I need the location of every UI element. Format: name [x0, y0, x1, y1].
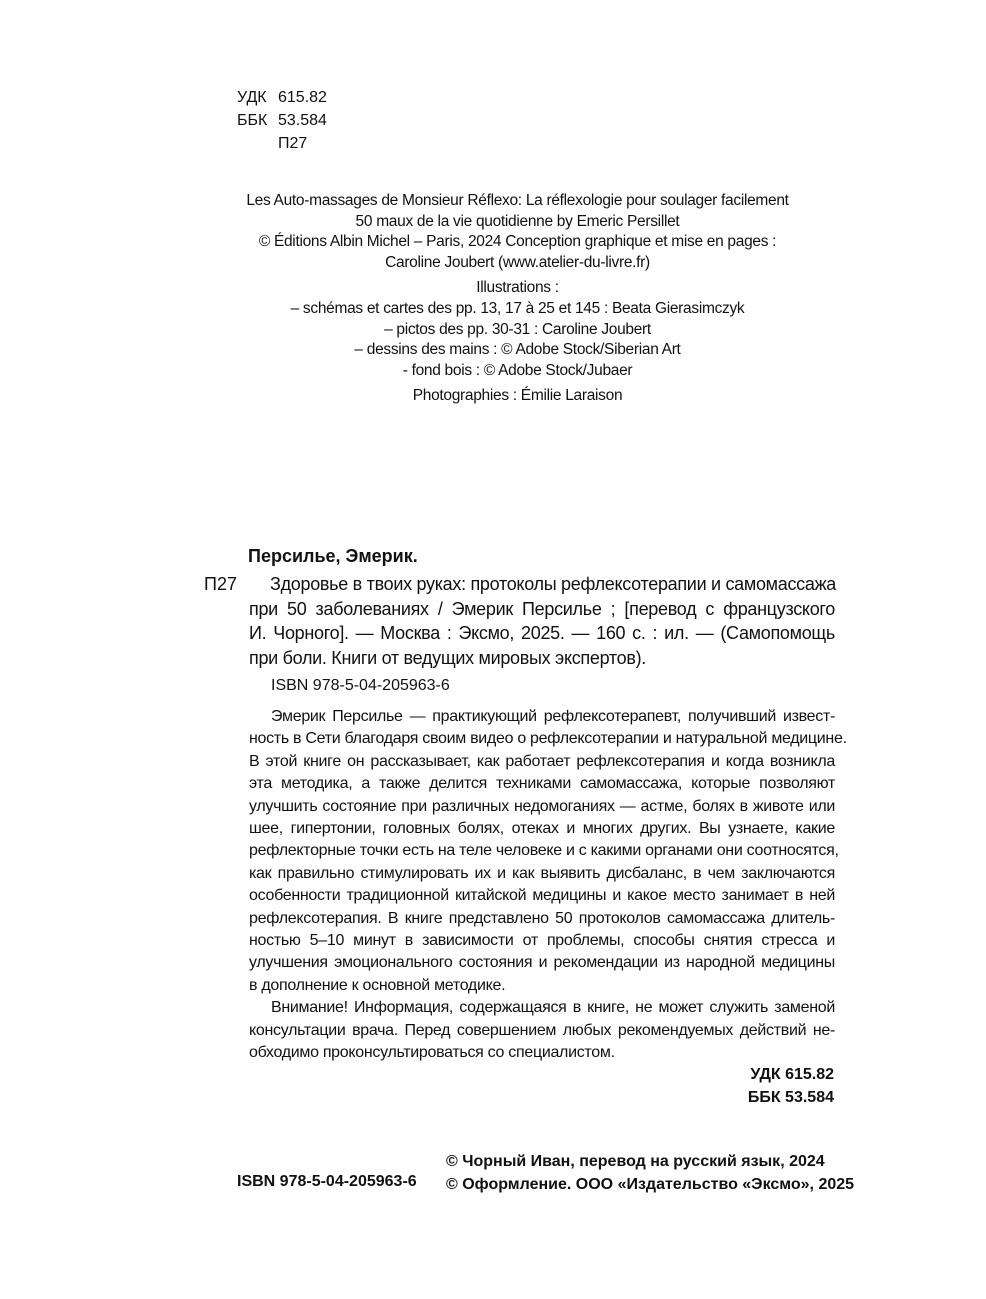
description-line: при 50 заболеваниях / Эмерик Персилье ; [перевод с французского: [249, 598, 835, 619]
description-line: при боли. Книги от ведущих мировых экспертов).: [249, 647, 647, 668]
illustrations-line: Illustrations :: [476, 279, 559, 297]
illustrations-line: – dessins des mains : © Adobe Stock/Siberian Art: [354, 341, 681, 359]
annotation-line: рефлекторные точки есть на теле человеке и с какими органами они соотносятся,: [249, 842, 839, 860]
annotation-line: шее, гипертонии, головных болях, отеках и многих других. Вы узнаете, какие: [249, 820, 835, 838]
annotation-line: ностью 5–10 минут в зависимости от проблемы, способы снятия стресса и: [249, 932, 835, 950]
annotation-line: рефлексотерапия. В книге представлено 50 протоколов самомассажа длитель-: [249, 909, 835, 927]
bbk-value: 53.584: [278, 112, 327, 129]
annotation-line: улучшения эмоционального состояния и рекомендации из народной медицины: [249, 954, 835, 972]
udk-row: [237, 86, 327, 109]
credit-line: Caroline Joubert (www.atelier-du-livre.fr): [385, 253, 650, 271]
copyright-design: © Оформление. ООО «Издательство «Эксмо», 2025: [446, 1176, 855, 1193]
author-heading: Персилье, Эмерик.: [248, 546, 418, 566]
bbk-label: ББК: [237, 112, 268, 129]
annotation-line: эта методика, а также делится техниками самомассажа, которые позволяют: [249, 775, 835, 793]
credit-line: Les Auto-massages de Monsieur Réflexo: La réflexologie pour soulager facilement: [246, 192, 789, 209]
copyright-translation: © Чорный Иван, перевод на русский язык, 2024: [446, 1153, 825, 1170]
annotation-line: особенности традиционной китайской медицины и какое место занимает в ней: [249, 887, 835, 905]
isbn-record: ISBN 978-5-04-205963-6: [271, 677, 450, 694]
classification-top: [237, 86, 327, 155]
annotation-line: ность в Сети благодаря своим видео о рефлексотерапии и натуральной медицине.: [249, 730, 847, 748]
udk-value: 615.82: [278, 89, 327, 106]
credit-line: 50 maux de la vie quotidienne by Emeric Persillet: [355, 212, 680, 230]
description-line: Здоровье в твоих руках: протоколы рефлексотерапии и самомассажа: [270, 574, 837, 594]
bibliographic-description: [249, 572, 835, 670]
annotation-line: улучшить состояние при различных недомоганиях — астме, болях в животе или: [249, 797, 835, 815]
illustrations-line: – pictos des pp. 30-31 : Caroline Joubert: [384, 320, 651, 338]
udk-bottom: УДК 615.82: [750, 1066, 834, 1083]
credit-line: © Éditions Albin Michel – Paris, 2024 Conception graphique et mise en pages :: [258, 233, 777, 251]
annotation-line: в дополнение к основной методике.: [249, 976, 506, 994]
copyright-block: [446, 1150, 854, 1196]
illustrations-line: - fond bois : © Adobe Stock/Jubaer: [402, 361, 633, 379]
warning-line: обходимо проконсультироваться со специалистом.: [249, 1044, 615, 1062]
bbk-bottom: ББК 53.584: [747, 1089, 834, 1106]
annotation-line: как правильно стимулировать их и как выявить дисбаланс, в чем заключаются: [249, 864, 835, 882]
udk-label: УДК: [237, 89, 267, 106]
annotation-line: В этой книге он рассказывает, как работает рефлексотерапия и когда возникла: [249, 752, 835, 770]
bbk-row: [237, 109, 327, 132]
warning-line: Внимание! Информация, содержащаяся в книге, не может служить заменой: [271, 999, 835, 1017]
isbn-bottom: ISBN 978-5-04-205963-6: [237, 1173, 417, 1190]
warning-line: консультации врача. Перед совершением любых рекомендуемых действий не-: [249, 1021, 835, 1039]
author-mark: П27: [204, 574, 237, 594]
illustrations-line: – schémas et cartes des pp. 13, 17 à 25 et 145 : Beata Gierasimczyk: [290, 299, 745, 317]
author-mark-top: П27: [278, 135, 308, 152]
classification-bottom: [748, 1063, 834, 1109]
photographies-line: Photographies : Émilie Laraison: [412, 387, 623, 405]
annotation-line: Эмерик Персилье — практикующий рефлексотерапевт, получивший извест-: [271, 708, 835, 725]
annotation: [249, 706, 847, 1065]
original-credits: [200, 191, 835, 407]
description-line: И. Чорного]. — Москва : Эксмо, 2025. — 160 с. : ил. — (Самопомощь: [249, 623, 835, 643]
